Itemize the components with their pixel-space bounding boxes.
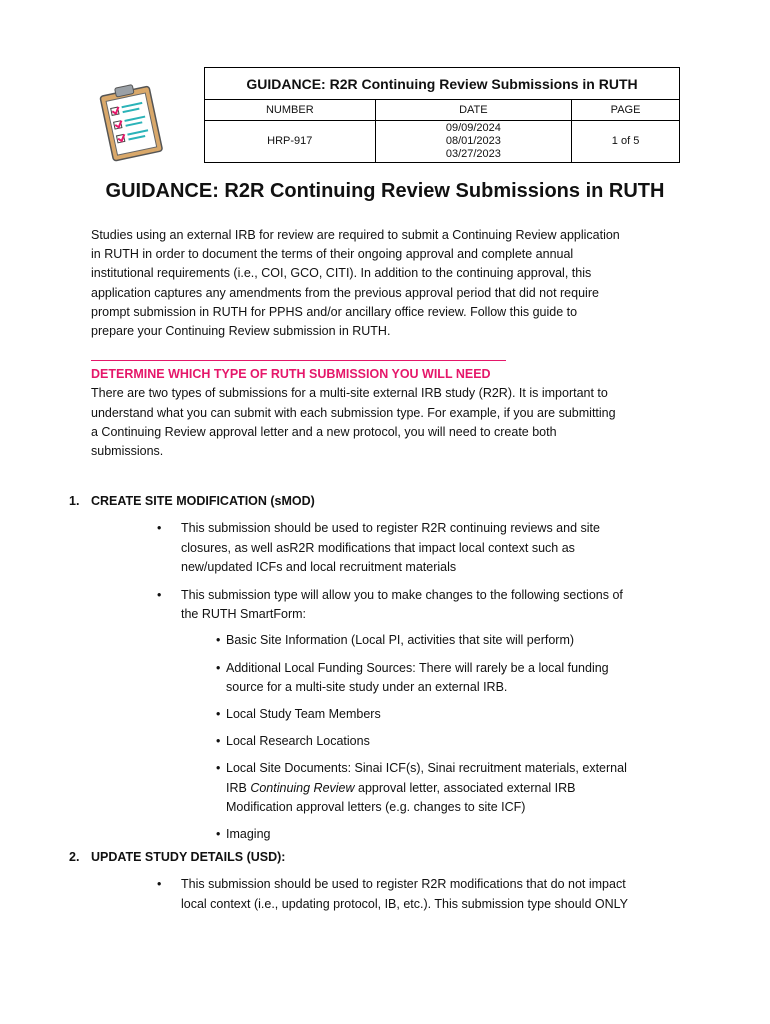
sub-bullet-item: [91, 659, 691, 697]
bullet-line: local context (i.e., updating protocol, IB, etc.). This submission type should ONLY: [181, 896, 628, 911]
section-paragraph: [91, 384, 691, 461]
header-dates: [375, 121, 572, 163]
intro-paragraph: [91, 226, 691, 341]
bullet-icon: •: [216, 707, 221, 722]
section-line: understand what you can submit with each submission type. For example, if you are submitting: [91, 405, 616, 420]
bullet-line: This submission should be used to register R2R continuing reviews and site: [181, 521, 600, 536]
bullet-item: [91, 875, 691, 913]
bullet-icon: •: [157, 521, 162, 536]
header-date-1: 09/09/2024: [445, 122, 501, 134]
intro-line: prepare your Continuing Review submission in RUTH.: [91, 324, 391, 339]
bullet-icon: •: [216, 827, 221, 842]
item-title: UPDATE STUDY DETAILS (USD):: [91, 850, 286, 865]
list-item-create-site-modification: [69, 492, 691, 511]
document-body: [69, 226, 691, 914]
intro-line: institutional requirements (i.e., COI, GCO, CITI). In addition to the continuing approval, this: [91, 266, 592, 281]
intro-line: prompt submission in RUTH for PPHS and/or ancillary office review. Follow this guide to: [91, 304, 578, 319]
bullet-icon: •: [216, 660, 221, 675]
item-number: 2.: [69, 850, 80, 865]
section-line: a Continuing Review approval letter and a new protocol, you will need to create both: [91, 424, 557, 439]
bullet-line: closures, as well asR2R modifications that impact local context such as: [181, 540, 575, 555]
header-date-2: 08/01/2023: [445, 135, 501, 147]
sub-bullet-item: [91, 705, 691, 724]
sub-bullet-emphasis: Continuing Review: [250, 780, 355, 795]
section-line: There are two types of submissions for a multi-site external IRB study (R2R). It is important to: [91, 386, 608, 401]
clipboard-checklist-icon: [94, 78, 174, 166]
header-number-value: HRP-917: [205, 121, 376, 163]
bullet-icon: •: [157, 877, 162, 892]
bullet-icon: •: [216, 761, 221, 776]
sub-bullet-line: Local Site Documents: Sinai ICF(s), Sinai recruitment materials, external: [226, 761, 627, 776]
header-date-label: DATE: [375, 100, 572, 121]
intro-line: application captures any amendments from the previous approval period that did not require: [91, 285, 599, 300]
sub-bullet-line-pre: IRB: [226, 780, 251, 795]
sub-bullet-line: source for a multi-site study under an external IRB.: [226, 679, 508, 694]
sub-bullet-item: [91, 732, 691, 751]
document-header-table: [204, 67, 680, 163]
bullet-line: new/updated ICFs and local recruitment materials: [181, 559, 457, 574]
section-heading: DETERMINE WHICH TYPE OF RUTH SUBMISSION YOU WILL NEED: [91, 360, 506, 384]
bullet-icon: •: [157, 588, 162, 603]
document-title: GUIDANCE: R2R Continuing Review Submissions in RUTH: [105, 180, 665, 202]
intro-line: in RUTH in order to document the terms of their ongoing approval and complete annual: [91, 247, 574, 262]
header-date-3: 03/27/2023: [445, 148, 501, 160]
header-page-value: 1 of 5: [572, 121, 680, 163]
list-item-update-study-details: [69, 848, 691, 867]
header-number-label: NUMBER: [205, 100, 376, 121]
sub-bullet-item: [91, 825, 691, 844]
bullet-line: This submission type will allow you to make changes to the following sections of: [181, 588, 623, 603]
bullet-icon: •: [216, 633, 221, 648]
bullet-line: This submission should be used to register R2R modifications that do not impact: [181, 877, 626, 892]
bullet-icon: •: [216, 734, 221, 749]
intro-line: Studies using an external IRB for review are required to submit a Continuing Review application: [91, 228, 620, 242]
sub-bullet-text: Basic Site Information (Local PI, activities that site will perform): [226, 633, 575, 648]
sub-bullet-text: Imaging: [226, 827, 271, 842]
bullet-item: [91, 586, 691, 624]
header-title: GUIDANCE: R2R Continuing Review Submissions in RUTH: [205, 68, 680, 100]
section-line: submissions.: [91, 444, 164, 459]
sub-bullet-line: Additional Local Funding Sources: There will rarely be a local funding: [226, 660, 609, 675]
header-page-label: PAGE: [572, 100, 680, 121]
item-number: 1.: [69, 494, 80, 509]
bullet-line: the RUTH SmartForm:: [181, 607, 307, 622]
sub-bullet-item: [91, 631, 691, 650]
sub-bullet-line-post: approval letter, associated external IRB: [354, 780, 576, 795]
bullet-item: [91, 519, 691, 577]
sub-bullet-text: Local Research Locations: [226, 734, 370, 749]
sub-bullet-item: [91, 759, 691, 817]
sub-bullet-text: Local Study Team Members: [226, 707, 381, 722]
sub-bullet-line: Modification approval letters (e.g. changes to site ICF): [226, 799, 526, 814]
item-title: CREATE SITE MODIFICATION (sMOD): [91, 494, 315, 509]
